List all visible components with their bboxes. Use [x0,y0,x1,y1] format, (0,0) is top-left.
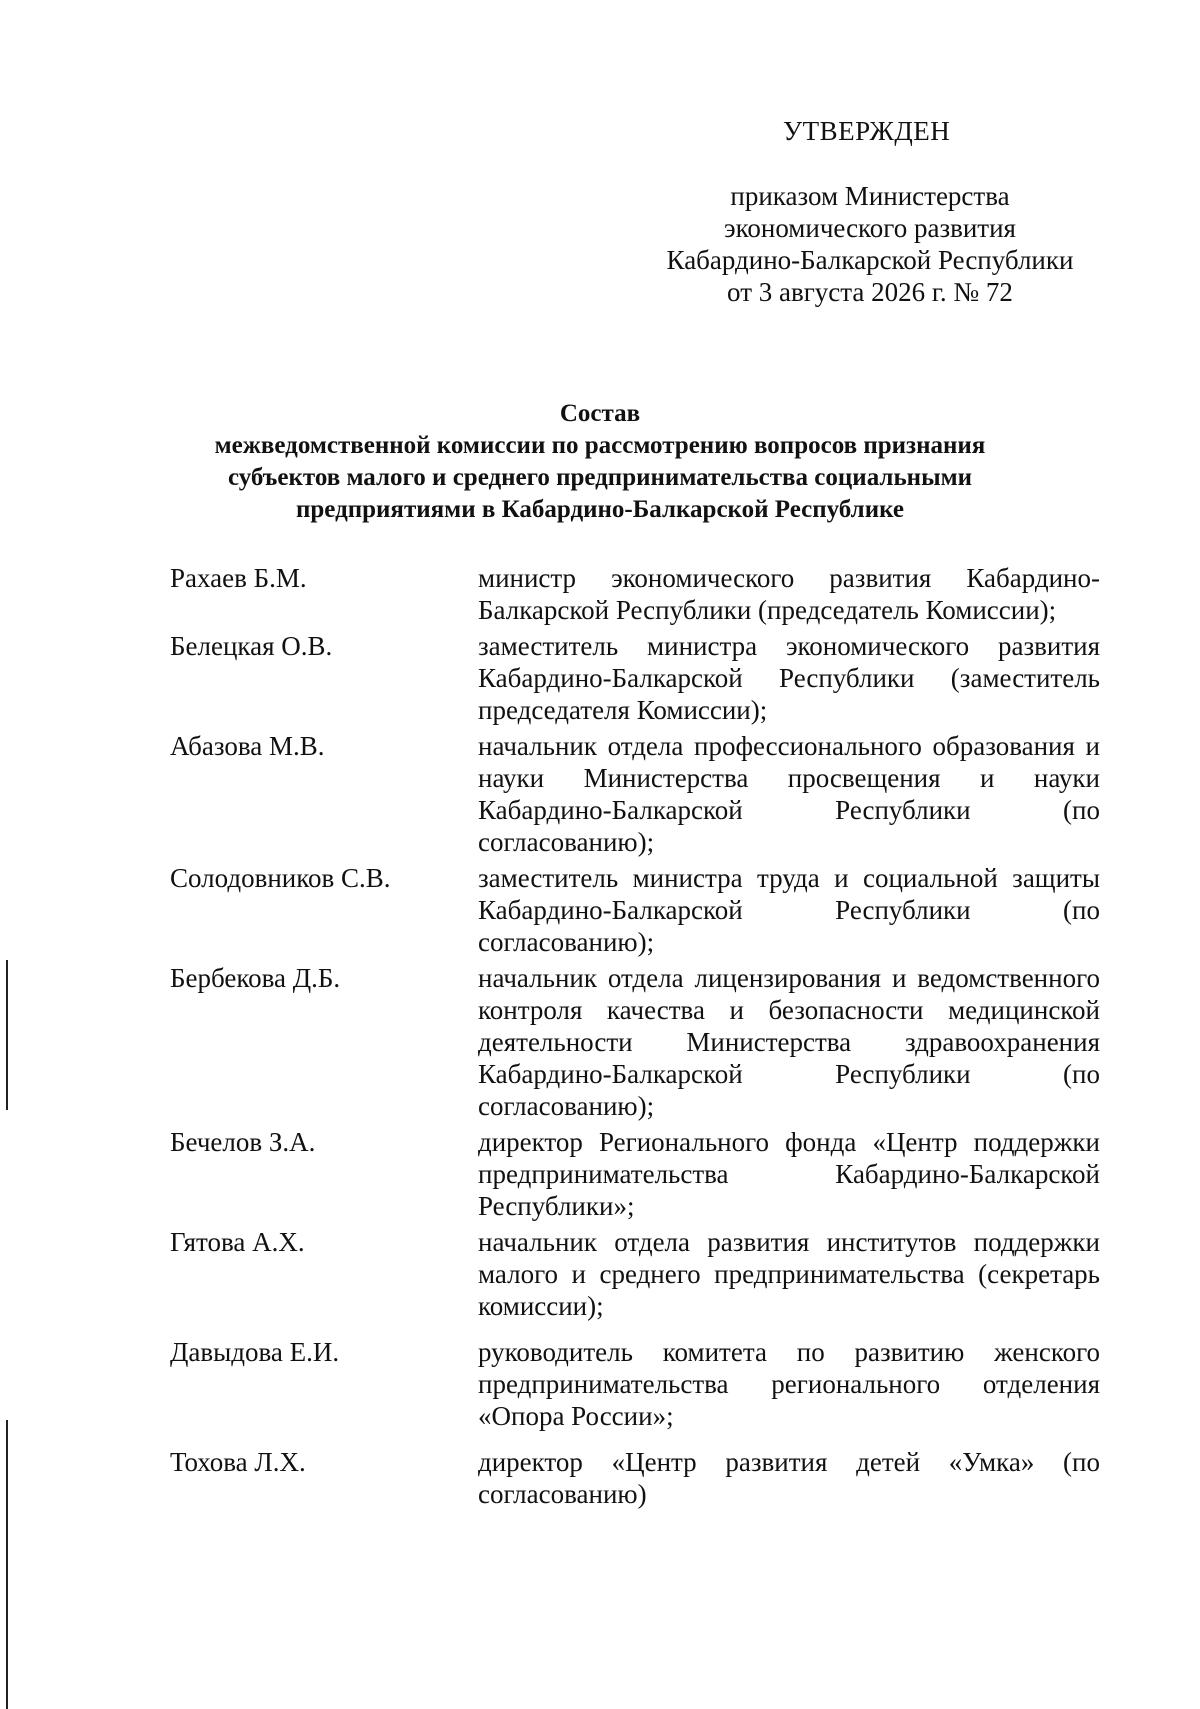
approval-title: УТВЕРЖДЕН [783,116,951,146]
member-name: Давыдова Е.И. [170,1337,340,1367]
approval-line: от 3 августа 2026 г. № 72 [727,277,1013,307]
member-role: директор Регионального фонда «Центр поддержки предпринимательства Кабардино-Балкарской Республики»; [478,1127,1100,1221]
member-role: руководитель комитета по развитию женского предпринимательства регионального отделения «Опора России»; [478,1337,1100,1431]
heading-line: межведомственной комиссии по рассмотрению вопросов признания [214,432,986,459]
approval-block [640,180,1100,308]
member-row [170,962,1100,1122]
member-row [170,730,1100,858]
member-row [170,1336,1100,1432]
member-role: директор «Центр развития детей «Умка» (по согласованию) [478,1447,1100,1509]
members-list [170,562,1100,1510]
member-row [170,630,1100,726]
member-role: заместитель министра экономического развития Кабардино-Балкарской Республики (заместитель председателя Комиссии); [478,631,1100,725]
scan-edge-mark [6,960,8,1110]
member-name: Абазова М.В. [170,731,325,761]
member-name: Гятова А.Х. [170,1227,305,1257]
member-role: министр экономического развития Кабардино-Балкарской Республики (председатель Комиссии); [478,563,1100,625]
heading-line: предприятиями в Кабардино-Балкарской Республике [296,496,904,523]
approval-line: экономического развития [724,213,1016,243]
member-row [170,562,1100,626]
member-role: заместитель министра труда и социальной защиты Кабардино-Балкарской Республики (по согласованию); [478,863,1100,957]
member-role: начальник отдела лицензирования и ведомственного контроля качества и безопасности медицинской деятельности Министерства здравоохранения Кабардино-Балкарской Республики (по согласованию); [478,963,1100,1121]
member-name: Рахаев Б.М. [170,563,307,593]
member-name: Тохова Л.Х. [170,1447,306,1477]
heading-line: субъектов малого и среднего предпринимательства социальными [227,464,973,491]
member-row [170,1226,1100,1322]
member-name: Солодовников С.В. [170,863,391,893]
member-name: Бербекова Д.Б. [170,963,341,993]
heading-line: Состав [559,400,641,427]
member-row [170,1126,1100,1222]
document-heading [150,398,1050,526]
approval-line: Кабардино-Балкарской Республики [666,245,1074,275]
member-name: Бечелов З.А. [170,1127,316,1157]
member-row [170,862,1100,958]
member-role: начальник отдела профессионального образования и науки Министерства просвещения и науки Кабардино-Балкарской Республики (по согласованию); [478,731,1100,857]
member-row [170,1446,1100,1510]
scan-edge-mark [6,1420,8,1709]
member-role: начальник отдела развития институтов поддержки малого и среднего предпринимательства (секретарь комиссии); [478,1227,1100,1321]
approval-line: приказом Министерства [730,181,1010,211]
member-name: Белецкая О.В. [170,631,333,661]
